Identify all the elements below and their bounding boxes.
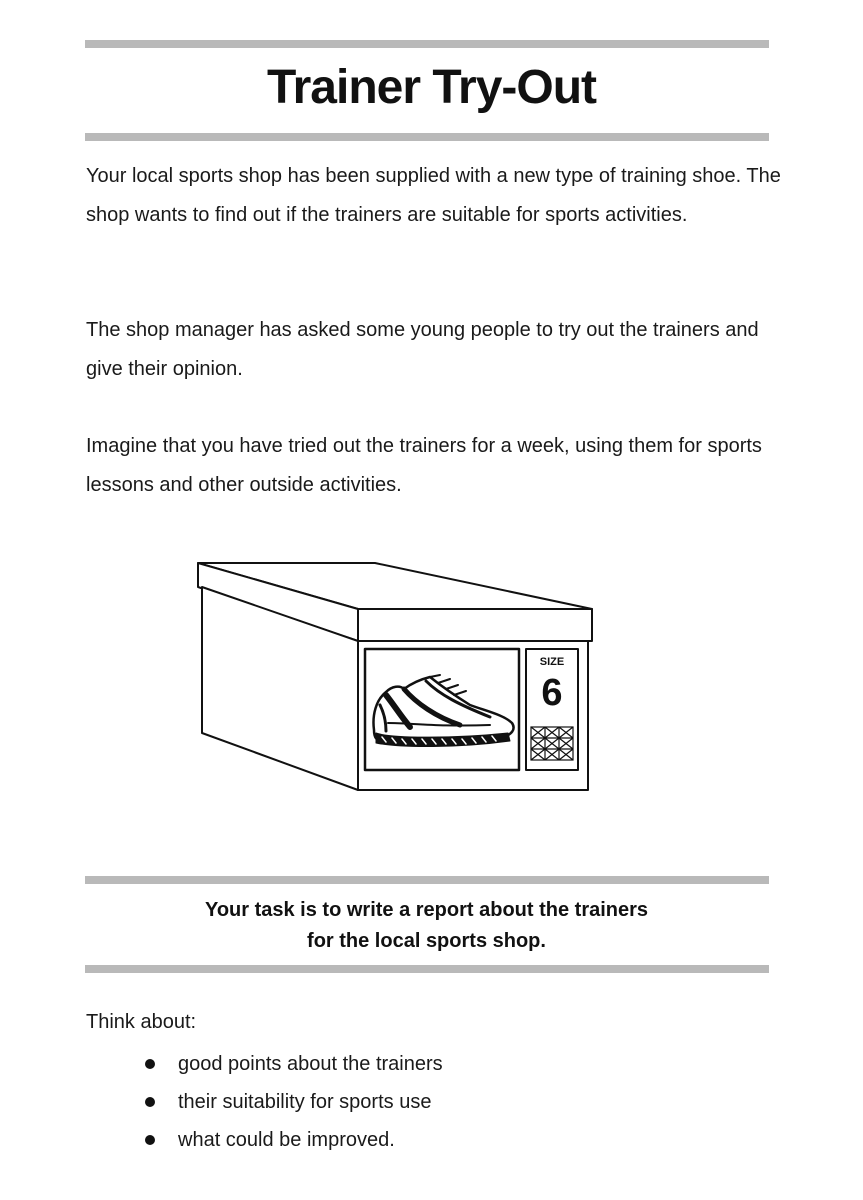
- size-value: 6: [541, 672, 563, 714]
- task-top-rule: [85, 876, 769, 884]
- task-line-1: Your task is to write a report about the trainers: [204, 899, 649, 921]
- bullet-icon: [145, 1097, 155, 1107]
- title-rule: [85, 133, 769, 141]
- manager-paragraph: The shop manager has asked some young people to try out the trainers and give their opinion.: [86, 319, 759, 380]
- think-about-list: [145, 1045, 443, 1159]
- size-label: SIZE: [539, 656, 565, 668]
- top-rule: [85, 40, 769, 48]
- bullet-icon: [145, 1135, 155, 1145]
- page-title: Trainer Try-Out: [266, 61, 597, 114]
- bullet-icon: [145, 1059, 155, 1069]
- size-pattern: [531, 727, 573, 760]
- list-item: their suitability for sports use: [145, 1083, 443, 1121]
- task-statement: [0, 895, 853, 957]
- task-bottom-rule: [85, 965, 769, 973]
- think-about-heading: Think about:: [86, 1011, 197, 1033]
- intro-paragraph: Your local sports shop has been supplied with a new type of training shoe. The shop wants to find out if the trainers are suitable for sports activities.: [86, 165, 781, 226]
- task-line-2: for the local sports shop.: [307, 930, 546, 952]
- list-item: good points about the trainers: [145, 1045, 443, 1083]
- imagine-paragraph: Imagine that you have tried out the trainers for a week, using them for sports lessons and other outside activities.: [86, 435, 762, 496]
- shoe-box-icon: [190, 555, 600, 800]
- list-item: what could be improved.: [145, 1121, 443, 1159]
